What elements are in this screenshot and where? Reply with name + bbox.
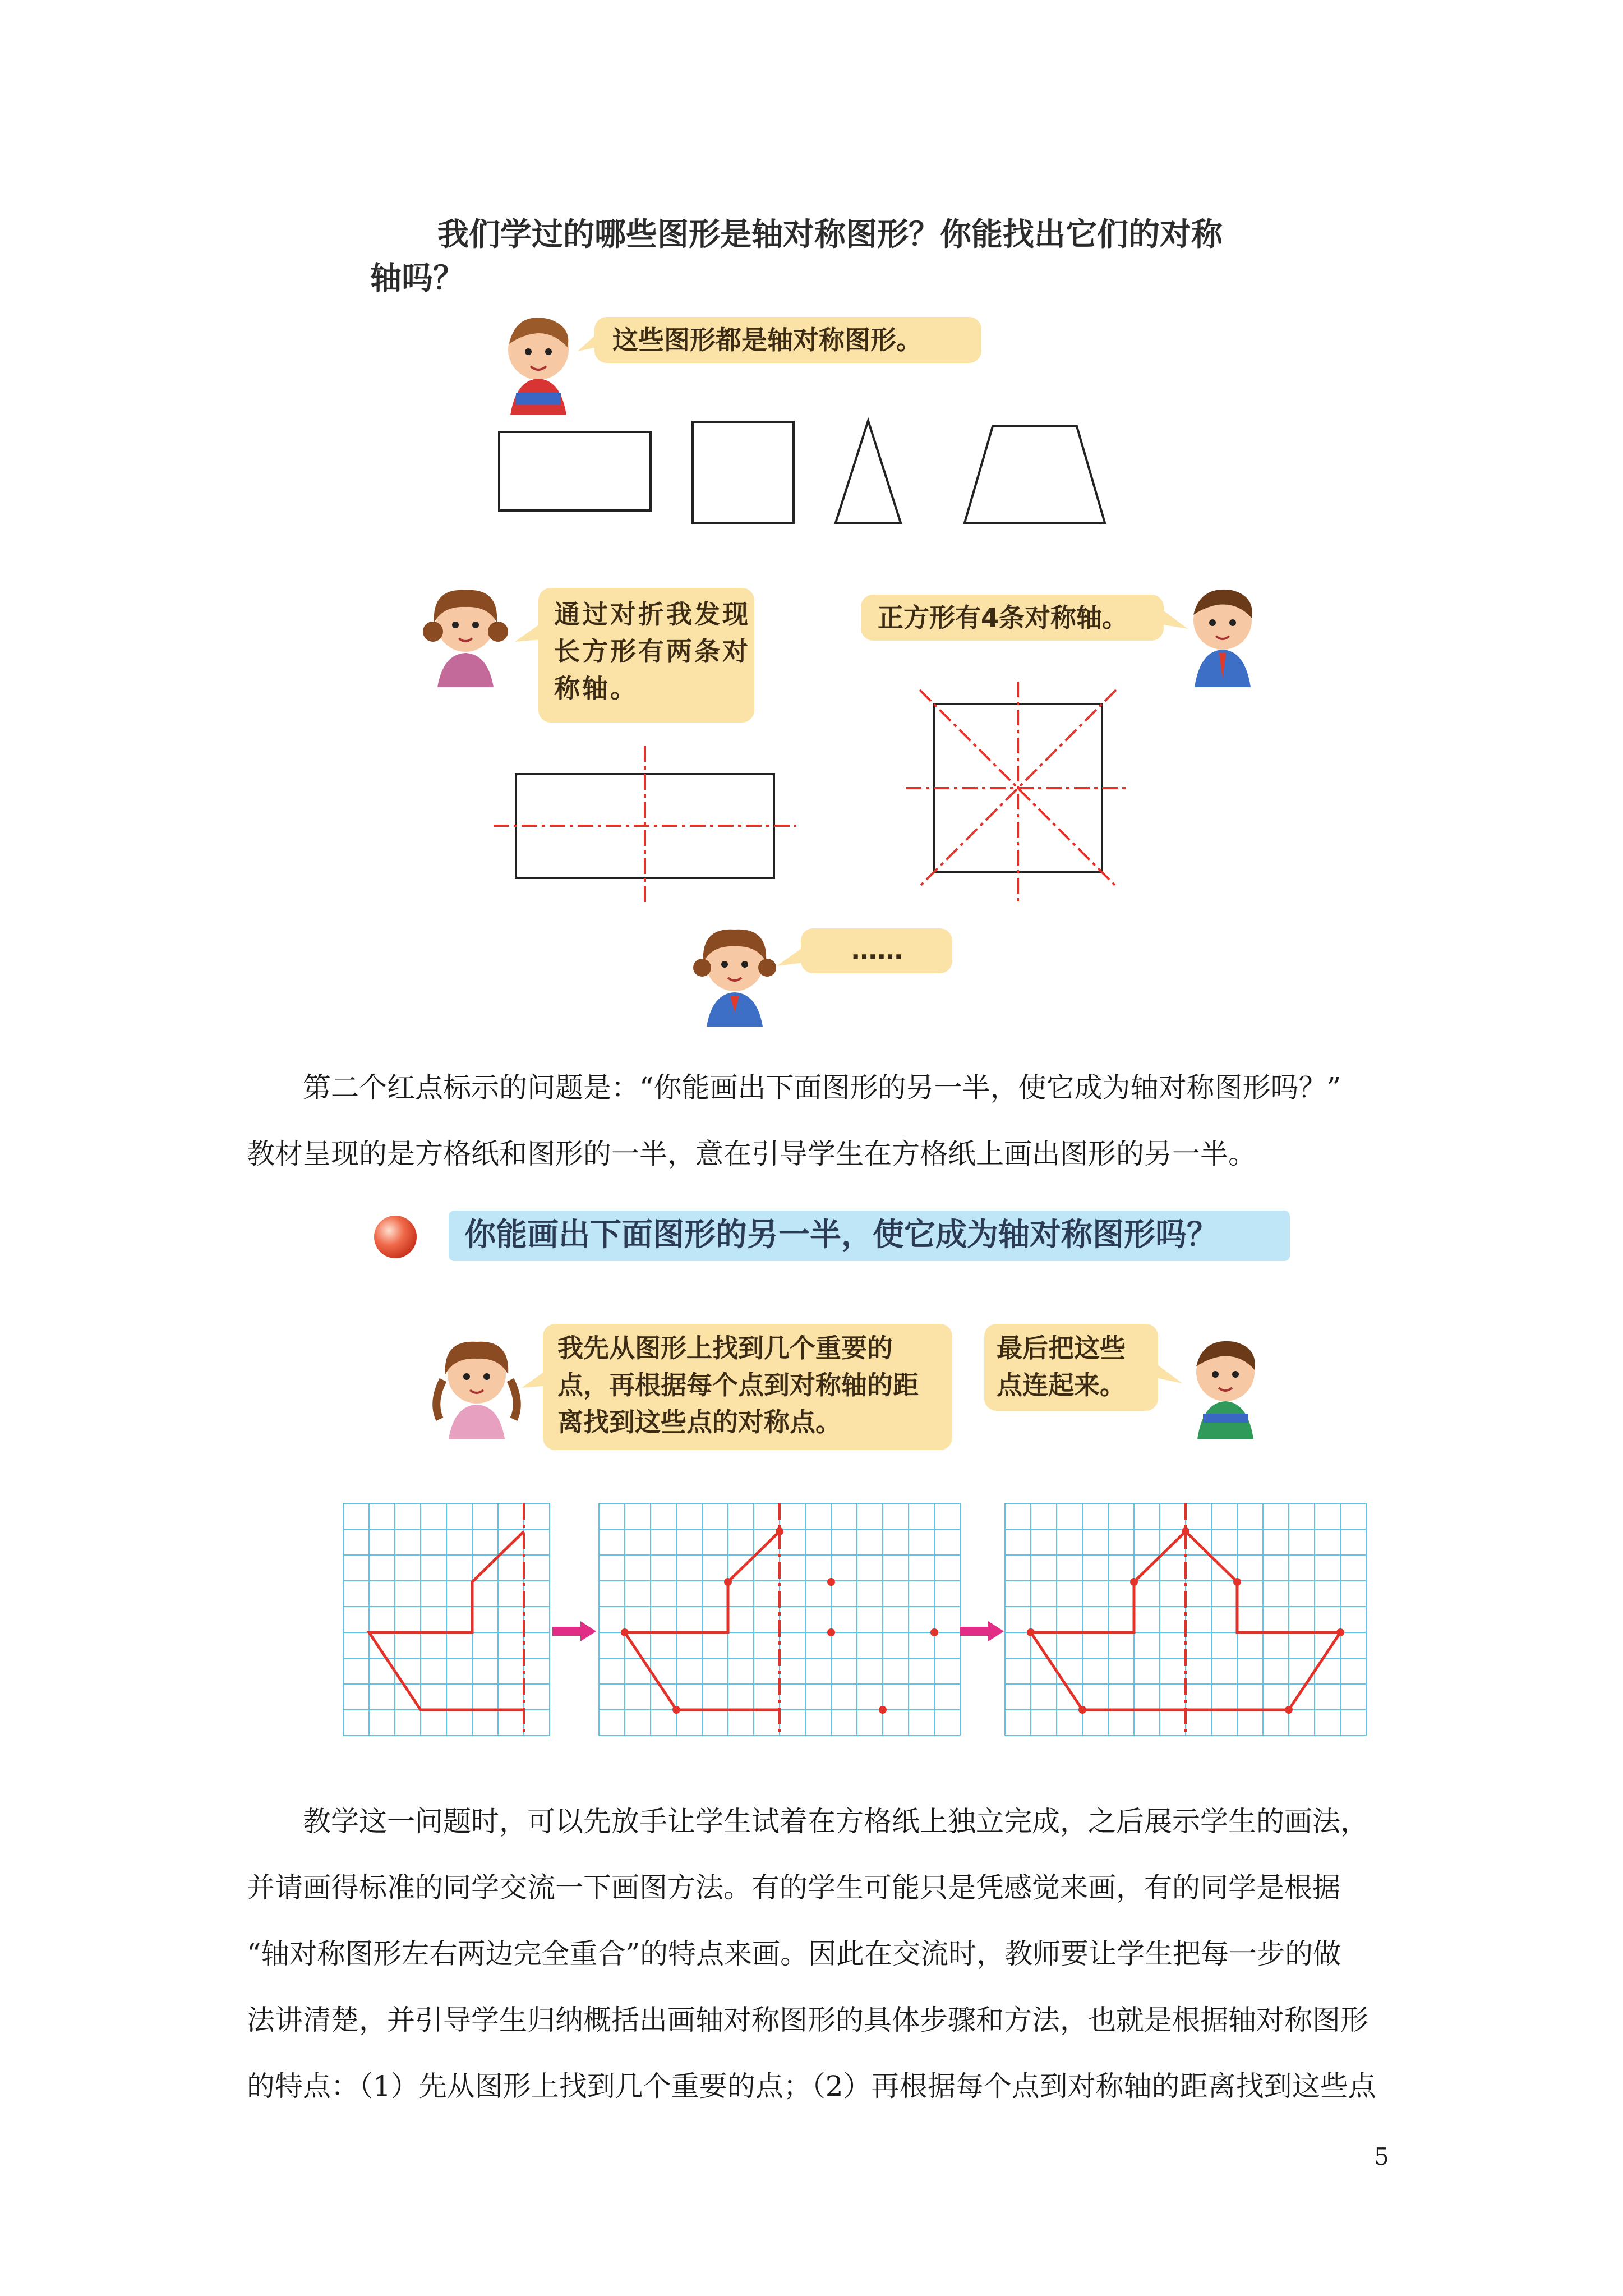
bubble-tail <box>515 623 542 645</box>
paragraph2-line4: 法讲清楚，并引导学生归纳概括出画轴对称图形的具体步骤和方法，也就是根据轴对称图形 <box>247 2004 1368 2036</box>
question-line2: 轴吗？ <box>370 260 464 297</box>
boy-illustration-3 <box>1181 1335 1270 1439</box>
bubble-tail <box>578 331 600 353</box>
bubble-boy3: 最后把这些点连起来。 <box>984 1324 1158 1411</box>
grid-step1 <box>343 1503 551 1733</box>
page-number: 5 <box>1374 2143 1389 2170</box>
paragraph2-line5: 的特点：（1）先从图形上找到几个重要的点；（2）再根据每个点到对称轴的距离找到这些点 <box>247 2070 1376 2102</box>
shapes-row <box>494 415 1178 533</box>
girl-illustration-1 <box>421 583 510 687</box>
question-line1: 我们学过的哪些图形是轴对称图形？你能找出它们的对称 <box>437 217 1223 253</box>
bubble-tail <box>777 947 804 969</box>
section2-banner: 你能画出下面图形的另一半，使它成为轴对称图形吗？ <box>449 1211 1290 1261</box>
paragraph1-line2: 教材呈现的是方格纸和图形的一半，意在引导学生在方格纸上画出图形的另一半。 <box>247 1138 1256 1170</box>
arrow-icon <box>960 1621 1005 1641</box>
boy-illustration-1 <box>494 311 583 415</box>
girl-illustration-3 <box>432 1335 522 1439</box>
paragraph2-line1: 教学这一问题时，可以先放手让学生试着在方格纸上独立完成，之后展示学生的画法， <box>303 1805 1368 1838</box>
rectangle-axes-figure <box>494 740 796 909</box>
arrow-icon <box>552 1621 597 1641</box>
bubble-girl1: 通过对折我发现长方形有两条对称轴。 <box>538 588 754 723</box>
bubble-tail <box>1155 1363 1182 1386</box>
red-dot-icon <box>373 1214 418 1259</box>
square-shape <box>693 422 794 523</box>
grid-step2 <box>599 1503 958 1733</box>
paragraph2-line2: 并请画得标准的同学交流一下画图方法。有的学生可能只是凭感觉来画，有的同学是根据 <box>247 1871 1340 1904</box>
bubble-boy1: 这些图形都是轴对称图形。 <box>594 317 981 363</box>
bubble-girl2: …… <box>801 928 952 973</box>
square-axes-figure <box>897 673 1138 909</box>
boy-illustration-2 <box>1178 583 1267 687</box>
paragraph2-line3: “轴对称图形左右两边完全重合”的特点来画。因此在交流时，教师要让学生把每一步的做 <box>247 1938 1341 1970</box>
bubble-girl3: 我先从图形上找到几个重要的点，再根据每个点到对称轴的距离找到这些点的对称点。 <box>543 1324 952 1450</box>
triangle-shape <box>836 421 901 523</box>
paragraph1-line1: 第二个红点标示的问题是：“你能画出下面图形的另一半，使它成为轴对称图形吗？” <box>303 1071 1341 1104</box>
grid-step3 <box>1005 1503 1364 1733</box>
bubble-boy2: 正方形有4条对称轴。 <box>861 595 1164 641</box>
girl-illustration-2 <box>690 923 780 1027</box>
rectangle-shape <box>499 432 651 510</box>
trapezoid-shape <box>965 426 1105 523</box>
